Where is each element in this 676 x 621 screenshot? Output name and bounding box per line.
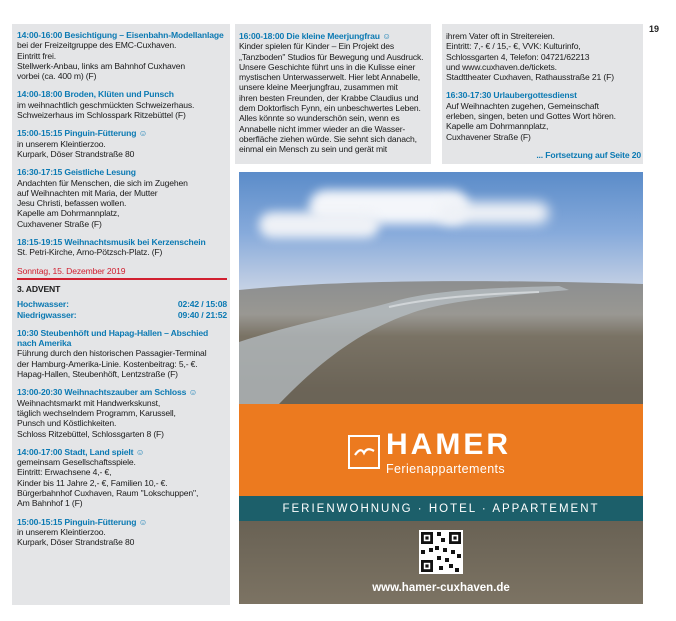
event-title: 16:30-17:15 Geistliche Lesung [17, 167, 136, 178]
brand-name: HAMER [386, 428, 511, 461]
hamer-advertisement[interactable] [239, 172, 643, 604]
event-line: Schloss Ritzebüttel, Schlossgarten 8 (F) [17, 428, 164, 439]
event-continuation [446, 31, 641, 82]
event-line: Kapelle am Dohrmannplatz, [17, 208, 120, 219]
event-line: Eintritt: 7,- € / 15,- €, VVK: Kulturinfo, [446, 41, 581, 52]
event-line: Am Bahnhof 1 (F) [17, 498, 83, 509]
event-line: Alles könnte so wunderschön sein, wenn es [239, 113, 400, 124]
event-title: 15:00-15:15 Pinguin-Fütterung ☺ [17, 516, 148, 527]
event-line: St. Petri-Kirche, Arno-Pötzsch-Platz. (F) [17, 247, 163, 258]
event-title: 14:00-18:00 Broden, Klüten und Punsch [17, 89, 174, 100]
tide-row-low [17, 310, 227, 320]
event-line: Kinder spielen für Kinder – Ein Projekt des [239, 41, 395, 52]
tide-value: 09:40 / 21:52 [177, 309, 227, 320]
event-line: unsere kleine Meerjungfrau, zusammen mit [239, 82, 398, 93]
event-line: Annabelle nicht immer wieder an die Wasser- [239, 123, 406, 134]
left-column [17, 30, 227, 555]
event-line: mystischen Unterwasserwelt. Hier lebt Annabelle, [239, 72, 420, 83]
event-line: Führung durch den historischen Passagier-Terminal [17, 348, 207, 359]
brand-subtitle: Ferienappartements [386, 462, 506, 476]
event-block [17, 237, 227, 258]
event-line: im weihnachtlich geschmückten Schweizerhaus. [17, 99, 195, 110]
day-heading: Sonntag, 15. Dezember 2019 [17, 265, 126, 276]
event-line: ihrem Vater oft in Streitereien. [446, 31, 555, 41]
tagline-bar [239, 496, 643, 521]
event-line: bei der Freizeitgruppe des EMC-Cuxhaven. [17, 40, 177, 51]
event-line: Hapag-Hallen, Steubenhöft, Lentzstraße (F) [17, 369, 178, 380]
event-line: Bürgerbahnhof Cuxhaven, Raum "Lokschuppen", [17, 487, 199, 498]
tide-label: Hochwasser: [17, 299, 69, 310]
event-block [17, 328, 227, 379]
event-line: vorbei (ca. 400 m) (F) [17, 71, 97, 82]
event-line: gemeinsam Gesellschaftsspiele. [17, 457, 136, 468]
event-line: Jesu Christi, befassen wollen. [17, 198, 127, 209]
event-title: 13:00-20:30 Weihnachtszauber am Schloss ☺ [17, 387, 198, 398]
event-block [17, 167, 227, 229]
event-title: 15:00-15:15 Pinguin-Fütterung ☺ [17, 128, 148, 139]
event-block [17, 128, 227, 159]
event-block [17, 447, 227, 509]
website-link[interactable]: www.hamer-cuxhaven.de [372, 582, 510, 594]
event-line: „Tanzboden" Studios für Bewegung und Ausdruck. [239, 51, 424, 62]
day-divider [17, 278, 227, 280]
event-line: Eintritt frei. [17, 50, 56, 61]
event-line: Kapelle am Dohrmannplatz, [446, 121, 549, 132]
event-line: Stellwerk-Anbau, links am Bahnhof Cuxhaven [17, 60, 186, 71]
tagline: FERIENWOHNUNG · HOTEL · APPARTEMENT [282, 503, 600, 515]
event-title: 18:15-19:15 Weihnachtsmusik bei Kerzenschein [17, 237, 206, 248]
event-line: in unserem Kleintierzoo. [17, 138, 106, 149]
qr-code-icon [419, 530, 463, 574]
tide-value: 02:42 / 15:08 [177, 299, 227, 310]
event-title: 14:00-17:00 Stadt, Land spielt ☺ [17, 446, 145, 457]
event-block [17, 387, 227, 438]
event-line: Kurpark, Döser Strandstraße 80 [17, 148, 135, 159]
event-line: in unserem Kleintierzoo. [17, 526, 106, 537]
event-line: Weihnachtsmarkt mit Handwerkskunst, [17, 397, 161, 408]
right-column [446, 31, 641, 160]
events-list-after [17, 328, 227, 548]
event-line: Kinder bis 11 Jahre 2,- €, Familien 10,- €. [17, 477, 168, 488]
event-title: 16:00-18:00 Die kleine Meerjungfrau ☺ [239, 31, 391, 41]
page-number: 19 [649, 24, 660, 34]
tidal-flat-photo [239, 172, 643, 404]
event-title: 10:30 Steubenhöft und Hapag-Hallen – Abschied nach Amerika [17, 327, 209, 349]
event-line: oberfläche ziehen würde. Sie sehnt sich danach, [239, 133, 417, 144]
event-line: Kurpark, Döser Strandstraße 80 [17, 537, 135, 548]
tide-row-high [17, 299, 227, 309]
event-line: Andachten für Menschen, die sich im Zugehen [17, 177, 188, 188]
event-line: dem Doktorfisch Fynn, ein unbeschwertes Leben. [239, 103, 421, 114]
event-line: auf Weihnachten mit Maria, der Mutter [17, 187, 158, 198]
event-line: Cuxhavener Straße (F) [17, 218, 102, 229]
event-line: Schweizerhaus im Schlosspark Ritzebüttel (F) [17, 110, 186, 121]
event-line: Auf Weihnachten zugehen, Gemeinschaft [446, 100, 599, 111]
tide-label: Niedrigwasser: [17, 309, 77, 320]
event-line: Cuxhavener Straße (F) [446, 131, 531, 142]
event-line: ihren besten Freunden, der Krabbe Claudius und [239, 92, 419, 103]
event-line: Stadttheater Cuxhaven, Rathausstraße 21 (F) [446, 72, 614, 83]
event-block [239, 31, 429, 155]
event-line: und www.cuxhaven.de/tickets. [446, 61, 557, 72]
event-line: Eintritt: Erwachsene 4,- €, [17, 467, 112, 478]
advent-label: 3. ADVENT [17, 283, 61, 294]
event-title: 14:00-16:00 Besichtigung – Eisenbahn-Modellanlage [17, 30, 224, 40]
event-line: täglich wechselndem Programm, Karussell, [17, 407, 176, 418]
event-line: Unsere Geschichte führt uns in die Kulisse einer [239, 61, 416, 72]
continued-link[interactable]: ... Fortsetzung auf Seite 20 [536, 149, 641, 160]
event-block [17, 89, 227, 120]
seagull-icon [348, 435, 380, 469]
event-line: einmal ein Mensch zu sein und gerät mit [239, 144, 387, 155]
middle-column [239, 31, 429, 163]
event-line: erleben, singen, beten und Gottes Wort hören. [446, 111, 616, 122]
event-block [446, 90, 641, 141]
event-block [17, 517, 227, 548]
event-line: Punsch und Köstlichkeiten. [17, 418, 117, 429]
event-line: der Hamburg-Amerika-Linie. Kostenbeitrag: 5,- €. [17, 358, 198, 369]
events-list-before [17, 30, 227, 258]
event-title: 16:30-17:30 Urlaubergottesdienst [446, 90, 577, 101]
logo-banner [239, 404, 643, 496]
event-block [17, 30, 227, 81]
event-line: Schlossgarten 4, Telefon: 04721/62213 [446, 51, 590, 62]
